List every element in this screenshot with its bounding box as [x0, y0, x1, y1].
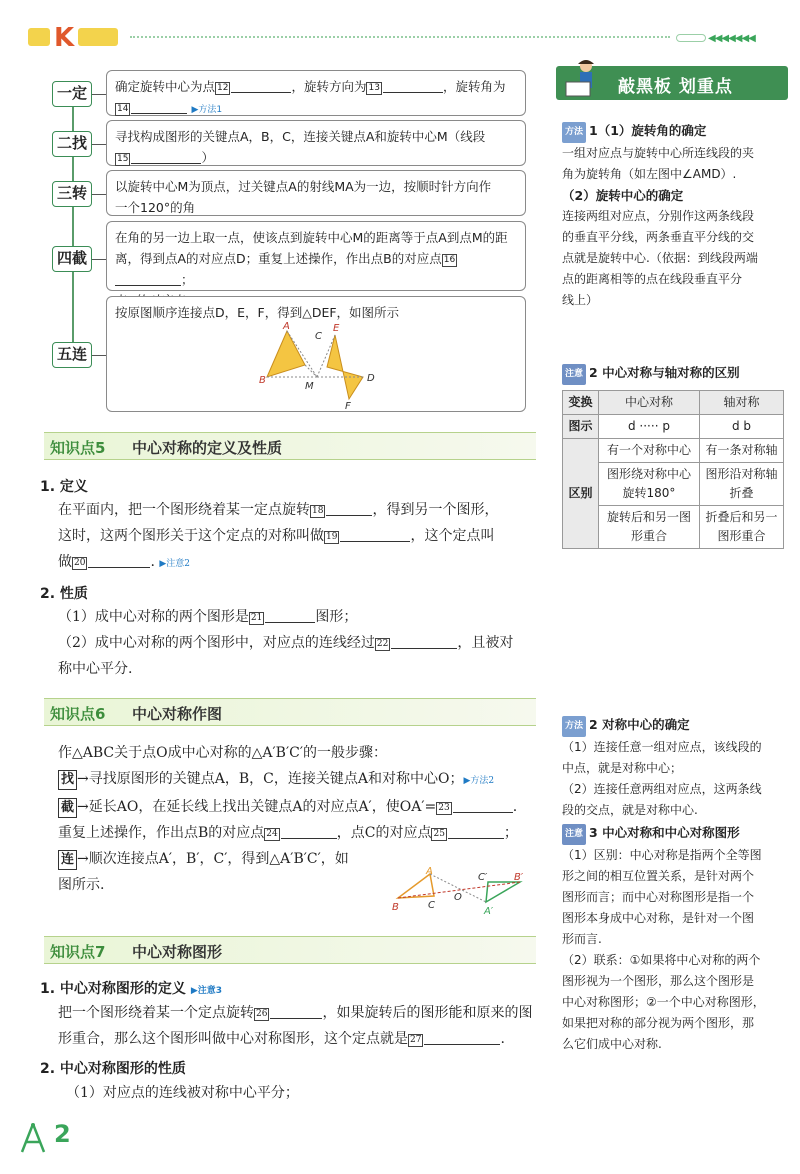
section-header-6: 知识点6 中心对称作图 — [44, 698, 536, 726]
section-header-5: 知识点5 中心对称的定义及性质 — [44, 432, 536, 460]
central-symmetry-diagram — [390, 866, 530, 918]
step-label-1: 一定 — [52, 81, 92, 107]
point-label: A — [426, 866, 433, 877]
blank-number: 12 — [217, 83, 229, 93]
arrow — [92, 355, 106, 356]
side-method-1: 方法 1（1）旋转角的确定 一组对应点与旋转中心所连线段的夹 角为旋转角（如左图中∠AMD）. （2）旋转中心的确定 连接两组对应点，分别作这两条线段 的垂直平分线，两条垂直平分线的交 点就是旋转中心.（依据：到线段两端 点的距离相等的点在线段垂直平分 线上） — [562, 123, 758, 307]
step-content-3: 以旋转中心M为顶点，过关键点A的射线MA为一边，按顺时针方向作 一个120°的角 — [106, 170, 526, 216]
table-cell: 图形绕对称中心旋转180° — [599, 463, 700, 506]
step-label-5: 五连 — [52, 342, 92, 368]
blank-number: 22 — [376, 639, 389, 649]
arrow — [92, 259, 106, 260]
step-key-cut: 截 — [58, 798, 77, 818]
blank-number: 25 — [433, 829, 445, 839]
side-note-2-title: 注意 2 中心对称与轴对称的区别 — [562, 362, 788, 385]
cs-definition-text: 把一个图形绕着某一个定点旋转 26 ，如果旋转后的图形能和原来的图 形重合，那么这个图形叫做中心对称图形，这个定点就是 27 . — [58, 1005, 533, 1047]
table-cell: d b — [699, 415, 783, 439]
tip-link[interactable]: ▶注意2 — [159, 559, 191, 569]
answer-blank[interactable] — [391, 635, 457, 649]
side-note-3: 注意 3 中心对称和中心对称图形 （1）区别：中心对称是指两个全等图 形之间的相互位置关系，是针对两个 图形而言；而中心对称图形是指一个 图形本身成中心对称，是针对一个图 形而言. （2）联系：①如果将中心对称的两个 图形视为一个图形，那么这个图形是 中心对称图形；②一个中心对称图形， 如果把对称的部分视为两个图形，那 么它们成中心对称. — [562, 825, 765, 1051]
blank-number: 15 — [117, 154, 129, 164]
method-tag: 方法 — [562, 716, 586, 737]
tip-link[interactable]: ▶方法1 — [191, 105, 223, 115]
answer-blank[interactable] — [383, 79, 443, 93]
comparison-table — [562, 390, 784, 549]
side-method-2: 方法 2 对称中心的确定 （1）连接任意一组对应点，该线段的 中点，就是对称中心； （2）连接任意两组对应点，这两条线 段的交点，就是对称中心. — [562, 717, 762, 817]
step-content-4: 在角的另一边上取一点，使该点到旋转中心M的距离等于点A到点M的距 离，得到点A的对应点D；重复上述操作，作出点B的对应点 16； — [106, 221, 526, 291]
answer-blank[interactable] — [88, 554, 150, 568]
subheading-cs-property: 2. 中心对称图形的性质 — [40, 1061, 186, 1077]
point-label: A′ — [484, 906, 494, 917]
answer-blank[interactable] — [131, 150, 201, 164]
answer-blank[interactable] — [115, 272, 181, 286]
logo-letter: K — [54, 23, 75, 50]
blank-number: 27 — [410, 1035, 422, 1045]
construction-steps: 作△ABC关于点O成中心对称的△A′B′C′的一般步骤： 找 →寻找原图形的关键点A，B，C，连接关键点A和对称中心O；▶方法2 截 →延长AO，在延长线上找出关键点A的对应点A′，使OA′= 23 . 重复上述操作，作出点B的对应点 24 ，点C的对应点 25 ； 连 →顺次连接点A′，B′，C′，得到△A′B′C′，如 图所示. — [58, 745, 518, 893]
point-label: C′ — [478, 872, 488, 883]
point-label: B — [392, 902, 399, 913]
point-label: C — [428, 900, 435, 911]
table-cell: 区别 — [563, 439, 599, 549]
method-tag: 方法 — [562, 122, 586, 143]
answer-blank[interactable] — [340, 528, 410, 542]
answer-blank[interactable] — [326, 502, 372, 516]
definition-text: 在平面内，把一个图形绕着某一定点旋转 18 ，得到另一个图形， 这时，这两个图形关于这个定点的对称叫做 19 ，这个定点叫 做 20 . ▶注意2 — [58, 502, 499, 570]
blank-number: 16 — [443, 255, 456, 265]
subheading-definition: 1. 定义 — [40, 479, 88, 495]
note-tag: 注意 — [562, 364, 586, 385]
point-label: A — [283, 321, 290, 332]
step-key-find: 找 — [58, 770, 77, 790]
header-pill — [676, 34, 706, 42]
arrow — [92, 144, 106, 145]
header-dotted-line — [130, 36, 670, 38]
note-tag: 注意 — [562, 824, 586, 845]
answer-blank[interactable] — [270, 1005, 322, 1019]
rotation-diagram — [257, 319, 387, 409]
answer-blank[interactable] — [231, 79, 291, 93]
blank-number: 24 — [266, 829, 278, 839]
table-cell: 旋转后和另一图形重合 — [599, 506, 700, 549]
section-header-7: 知识点7 中心对称图形 — [44, 936, 536, 964]
cs-property-text: （1）对应点的连线被对称中心平分； — [66, 1085, 299, 1101]
compass-icon — [16, 1122, 50, 1156]
header-arrows-icon: ◀◀◀◀◀◀◀ — [708, 33, 755, 44]
teacher-icon — [562, 56, 612, 100]
blank-number: 23 — [438, 803, 450, 813]
tip-link[interactable]: ▶方法2 — [463, 776, 495, 786]
point-label: F — [345, 401, 351, 409]
blank-number: 20 — [74, 558, 86, 568]
blank-number: 13 — [368, 83, 380, 93]
blank-number: 18 — [312, 506, 324, 516]
table-cell: d ····· p — [599, 415, 700, 439]
table-cell: 有一条对称轴 — [699, 439, 783, 463]
arrow — [92, 94, 106, 95]
answer-blank[interactable] — [131, 100, 187, 114]
point-label: B′ — [514, 872, 524, 883]
table-cell: 图示 — [563, 415, 599, 439]
step-label-3: 三转 — [52, 181, 92, 207]
answer-blank[interactable] — [265, 609, 315, 623]
answer-blank[interactable] — [453, 799, 513, 813]
page-number: 2 — [10, 1118, 80, 1158]
blank-number: 19 — [326, 532, 338, 542]
subheading-cs-definition: 1. 中心对称图形的定义 ▶注意3 — [40, 981, 222, 997]
step-content-1: 确定旋转中心为点 12 ，旋转方向为 13 ，旋转角为 14 ▶方法1 — [106, 70, 526, 116]
point-label: B — [259, 375, 266, 386]
step-label-4: 四截 — [52, 246, 92, 272]
table-header: 轴对称 — [699, 391, 783, 415]
side-panel-header: 敲黑板 划重点 — [556, 66, 788, 100]
step-label-2: 二找 — [52, 131, 92, 157]
blank-number: 26 — [256, 1009, 268, 1019]
property-text: （1）成中心对称的两个图形是 21 图形； （2）成中心对称的两个图形中，对应点的连线经过 22 ，且被对 称中心平分. — [58, 609, 514, 677]
arrow — [92, 194, 106, 195]
point-label: E — [333, 323, 340, 334]
blank-number: 14 — [117, 104, 129, 114]
blank-number: 21 — [250, 613, 263, 623]
answer-blank[interactable] — [281, 825, 337, 839]
answer-blank[interactable] — [424, 1031, 500, 1045]
point-label: O — [454, 892, 462, 903]
step-content-5: 按原图顺序连接点D，E，F，得到△DEF，如图所示 A C E B M D F — [106, 296, 526, 412]
table-cell: 有一个对称中心 — [599, 439, 700, 463]
table-header: 变换 — [563, 391, 599, 415]
subheading-property: 2. 性质 — [40, 586, 88, 602]
table-header: 中心对称 — [599, 391, 700, 415]
point-label: D — [367, 373, 375, 384]
step-content-2: 寻找构成图形的关键点A，B，C，连接关键点A和旋转中心M（线段 15 ） — [106, 120, 526, 166]
point-label: C — [315, 331, 322, 342]
point-label: M — [305, 381, 314, 392]
table-cell: 图形沿对称轴折叠 — [699, 463, 783, 506]
answer-blank[interactable] — [448, 825, 504, 839]
table-cell: 折叠后和另一图形重合 — [699, 506, 783, 549]
step-key-connect: 连 — [58, 850, 77, 870]
tip-link[interactable]: ▶注意3 — [190, 986, 222, 996]
header-logo — [26, 20, 126, 50]
